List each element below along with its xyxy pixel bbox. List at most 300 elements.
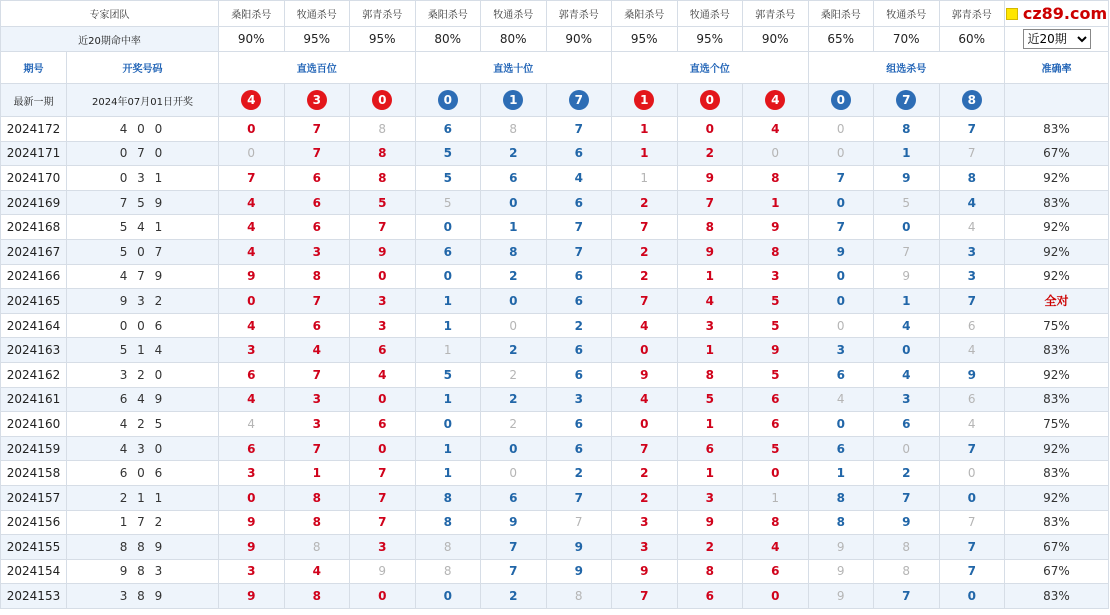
- kill-number-cell: 0: [612, 338, 678, 363]
- kill-number-cell: 0: [874, 215, 940, 240]
- hit-rate: 70%: [874, 27, 940, 52]
- kill-number-cell: 8: [743, 239, 809, 264]
- kill-number-cell: 6: [939, 313, 1005, 338]
- kill-number-cell: 3: [677, 313, 743, 338]
- kill-number-cell: 7: [284, 141, 350, 166]
- kill-number-cell: 3: [939, 264, 1005, 289]
- kill-number-cell: 0: [481, 190, 547, 215]
- kill-number-cell: 9: [743, 338, 809, 363]
- accuracy-cell: 92%: [1005, 166, 1109, 191]
- kill-number-cell: 9: [874, 166, 940, 191]
- kill-number-cell: 3: [612, 535, 678, 560]
- expert-name: 牧通杀号: [677, 1, 743, 27]
- kill-number-cell: 8: [874, 559, 940, 584]
- kill-number-cell: 6: [284, 166, 350, 191]
- kill-number-cell: 9: [546, 559, 612, 584]
- kill-number-cell: 8: [350, 117, 416, 142]
- kill-number-cell: 8: [350, 141, 416, 166]
- latest-ball: 8: [962, 90, 982, 110]
- kill-number-cell: 8: [415, 559, 481, 584]
- period-cell: 2024158: [1, 461, 67, 486]
- kill-number-cell: 7: [612, 289, 678, 314]
- kill-number-cell: 7: [546, 485, 612, 510]
- draw-number-cell: 6 0 6: [67, 461, 219, 486]
- kill-number-cell: 9: [743, 215, 809, 240]
- kill-number-cell: 6: [350, 338, 416, 363]
- accuracy-cell: 75%: [1005, 412, 1109, 437]
- kill-number-cell: 8: [415, 510, 481, 535]
- kill-number-cell: 8: [874, 535, 940, 560]
- hit-rate: 95%: [284, 27, 350, 52]
- kill-number-cell: 6: [808, 436, 874, 461]
- kill-number-cell: 9: [350, 239, 416, 264]
- kill-number-cell: 7: [874, 584, 940, 609]
- kill-number-cell: 3: [743, 264, 809, 289]
- kill-number-cell: 3: [939, 239, 1005, 264]
- kill-number-cell: 3: [284, 387, 350, 412]
- kill-number-cell: 0: [808, 313, 874, 338]
- kill-number-cell: 7: [284, 117, 350, 142]
- kill-number-cell: 6: [546, 289, 612, 314]
- kill-number-cell: 6: [743, 559, 809, 584]
- kill-number-cell: 0: [350, 584, 416, 609]
- kill-number-cell: 0: [219, 289, 285, 314]
- kill-number-cell: 7: [219, 166, 285, 191]
- expert-name: 牧通杀号: [481, 1, 547, 27]
- kill-number-cell: 9: [612, 559, 678, 584]
- kill-number-cell: 6: [546, 141, 612, 166]
- hit-rate: 90%: [743, 27, 809, 52]
- kill-number-cell: 8: [874, 117, 940, 142]
- kill-number-cell: 1: [415, 436, 481, 461]
- kill-number-cell: 2: [481, 141, 547, 166]
- kill-number-cell: 6: [808, 362, 874, 387]
- kill-number-cell: 7: [546, 510, 612, 535]
- kill-number-cell: 8: [743, 510, 809, 535]
- kill-number-cell: 7: [481, 535, 547, 560]
- kill-number-cell: 9: [546, 535, 612, 560]
- kill-number-cell: 2: [481, 412, 547, 437]
- latest-ball-cell: [415, 84, 481, 117]
- kill-number-cell: 0: [219, 117, 285, 142]
- kill-number-cell: 6: [219, 362, 285, 387]
- table-row: [1, 412, 1109, 437]
- latest-ball-cell: [219, 84, 285, 117]
- hit-rate: 60%: [939, 27, 1005, 52]
- expert-name: 桑阳杀号: [612, 1, 678, 27]
- kill-number-cell: 4: [219, 387, 285, 412]
- expert-name: 郭青杀号: [939, 1, 1005, 27]
- kill-number-cell: 9: [939, 362, 1005, 387]
- table-row: [1, 584, 1109, 609]
- kill-number-cell: 9: [677, 510, 743, 535]
- draw-number-cell: 9 3 2: [67, 289, 219, 314]
- kill-number-cell: 1: [481, 215, 547, 240]
- kill-number-cell: 7: [612, 584, 678, 609]
- kill-number-cell: 6: [284, 215, 350, 240]
- kill-number-cell: 1: [612, 117, 678, 142]
- kill-number-cell: 7: [350, 510, 416, 535]
- kill-number-cell: 8: [808, 510, 874, 535]
- kill-number-cell: 4: [219, 239, 285, 264]
- kill-number-cell: 6: [350, 412, 416, 437]
- expert-name: 牧通杀号: [284, 1, 350, 27]
- draw-number-cell: 9 8 3: [67, 559, 219, 584]
- table-row: [1, 141, 1109, 166]
- latest-draw-label: 2024年07月01日开奖: [67, 84, 219, 117]
- kill-number-cell: 0: [415, 584, 481, 609]
- draw-number-cell: 5 4 1: [67, 215, 219, 240]
- draw-number-cell: 4 0 0: [67, 117, 219, 142]
- kill-number-cell: 9: [350, 559, 416, 584]
- kill-number-cell: 4: [939, 215, 1005, 240]
- kill-number-cell: 8: [677, 215, 743, 240]
- kill-number-cell: 8: [415, 485, 481, 510]
- accuracy-cell: 83%: [1005, 584, 1109, 609]
- kill-number-cell: 0: [874, 338, 940, 363]
- kill-number-cell: 0: [481, 461, 547, 486]
- hit-rate-row: [1, 27, 1109, 52]
- kill-number-cell: 4: [939, 190, 1005, 215]
- period-cell: 2024172: [1, 117, 67, 142]
- kill-number-cell: 9: [612, 362, 678, 387]
- kill-number-cell: 1: [415, 387, 481, 412]
- kill-number-cell: 1: [612, 141, 678, 166]
- draw-number-header: 开奖号码: [67, 52, 219, 84]
- kill-number-cell: 6: [874, 412, 940, 437]
- accuracy-cell: 83%: [1005, 117, 1109, 142]
- group-header-hundreds: 直选百位: [219, 52, 416, 84]
- kill-number-cell: 2: [677, 141, 743, 166]
- kill-number-cell: 6: [415, 239, 481, 264]
- period-cell: 2024156: [1, 510, 67, 535]
- accuracy-cell: 67%: [1005, 141, 1109, 166]
- kill-number-cell: 4: [219, 190, 285, 215]
- kill-number-cell: 2: [612, 239, 678, 264]
- kill-number-cell: 8: [939, 166, 1005, 191]
- accuracy-cell: 83%: [1005, 387, 1109, 412]
- accuracy-cell: 全对: [1005, 289, 1109, 314]
- table-row: [1, 239, 1109, 264]
- latest-ball-cell: [546, 84, 612, 117]
- latest-ball: 7: [896, 90, 916, 110]
- kill-number-cell: 0: [808, 264, 874, 289]
- kill-number-cell: 5: [874, 190, 940, 215]
- kill-number-cell: 4: [612, 313, 678, 338]
- kill-number-cell: 4: [743, 117, 809, 142]
- latest-ball: 0: [700, 90, 720, 110]
- hit-rate: 95%: [612, 27, 678, 52]
- kill-number-cell: 6: [546, 362, 612, 387]
- kill-number-cell: 7: [546, 239, 612, 264]
- kill-number-cell: 0: [219, 485, 285, 510]
- kill-number-cell: 1: [677, 264, 743, 289]
- draw-number-cell: 0 7 0: [67, 141, 219, 166]
- kill-number-cell: 9: [219, 535, 285, 560]
- table-row: [1, 338, 1109, 363]
- kill-number-cell: 4: [219, 412, 285, 437]
- kill-number-cell: 7: [481, 559, 547, 584]
- kill-number-cell: 1: [743, 485, 809, 510]
- accuracy-cell: 75%: [1005, 313, 1109, 338]
- kill-number-cell: 4: [874, 313, 940, 338]
- period-cell: 2024171: [1, 141, 67, 166]
- kill-number-cell: 6: [743, 387, 809, 412]
- draw-number-cell: 6 4 9: [67, 387, 219, 412]
- kill-number-cell: 7: [808, 166, 874, 191]
- kill-number-cell: 7: [350, 215, 416, 240]
- kill-number-cell: 5: [350, 190, 416, 215]
- kill-number-cell: 9: [808, 584, 874, 609]
- table-row: [1, 559, 1109, 584]
- latest-ball: 0: [372, 90, 392, 110]
- kill-number-cell: 5: [743, 436, 809, 461]
- kill-number-cell: 9: [219, 510, 285, 535]
- kill-number-cell: 3: [677, 485, 743, 510]
- draw-number-cell: 2 1 1: [67, 485, 219, 510]
- kill-number-cell: 0: [808, 289, 874, 314]
- latest-ball: 7: [569, 90, 589, 110]
- latest-ball: 1: [634, 90, 654, 110]
- draw-number-cell: 0 3 1: [67, 166, 219, 191]
- kill-number-cell: 8: [350, 166, 416, 191]
- kill-number-cell: 3: [874, 387, 940, 412]
- kill-number-cell: 6: [939, 387, 1005, 412]
- kill-number-cell: 7: [612, 215, 678, 240]
- kill-number-cell: 4: [350, 362, 416, 387]
- expert-name: 牧通杀号: [874, 1, 940, 27]
- kill-number-cell: 0: [219, 141, 285, 166]
- kill-number-cell: 7: [612, 436, 678, 461]
- period-cell: 2024169: [1, 190, 67, 215]
- kill-number-cell: 3: [350, 289, 416, 314]
- kill-number-cell: 4: [612, 387, 678, 412]
- draw-number-cell: 5 0 7: [67, 239, 219, 264]
- kill-number-cell: 4: [874, 362, 940, 387]
- period-cell: 2024162: [1, 362, 67, 387]
- latest-label: 最新一期: [1, 84, 67, 117]
- accuracy-header: 准确率: [1005, 52, 1109, 84]
- kill-number-cell: 8: [481, 117, 547, 142]
- kill-number-cell: 0: [939, 584, 1005, 609]
- kill-number-cell: 4: [939, 412, 1005, 437]
- accuracy-cell: 83%: [1005, 190, 1109, 215]
- kill-number-cell: 9: [481, 510, 547, 535]
- logo-square-icon: [1006, 8, 1018, 20]
- hit-rate: 65%: [808, 27, 874, 52]
- kill-number-cell: 6: [546, 338, 612, 363]
- hit-rate-label: 近20期命中率: [1, 27, 219, 52]
- hit-rate: 95%: [677, 27, 743, 52]
- kill-number-cell: 2: [546, 461, 612, 486]
- kill-number-cell: 7: [284, 362, 350, 387]
- period-cell: 2024161: [1, 387, 67, 412]
- kill-number-cell: 4: [284, 559, 350, 584]
- draw-number-cell: 0 0 6: [67, 313, 219, 338]
- site-logo[interactable]: [1006, 4, 1107, 23]
- kill-number-cell: 1: [677, 412, 743, 437]
- kill-number-cell: 7: [546, 215, 612, 240]
- kill-number-cell: 1: [415, 289, 481, 314]
- kill-number-cell: 1: [874, 289, 940, 314]
- latest-ball-cell: [939, 84, 1005, 117]
- latest-ball-cell: [612, 84, 678, 117]
- kill-number-cell: 6: [284, 190, 350, 215]
- kill-number-cell: 4: [219, 313, 285, 338]
- kill-number-cell: 2: [481, 264, 547, 289]
- kill-number-cell: 6: [546, 264, 612, 289]
- hit-rate: 90%: [219, 27, 285, 52]
- kill-number-cell: 2: [612, 190, 678, 215]
- kill-number-cell: 0: [481, 313, 547, 338]
- draw-number-cell: 3 8 9: [67, 584, 219, 609]
- kill-number-cell: 8: [284, 510, 350, 535]
- table-row: [1, 166, 1109, 191]
- kill-number-cell: 6: [284, 313, 350, 338]
- kill-number-cell: 7: [874, 485, 940, 510]
- kill-number-cell: 7: [284, 436, 350, 461]
- kill-number-cell: 7: [350, 485, 416, 510]
- kill-number-cell: 3: [808, 338, 874, 363]
- kill-number-cell: 6: [677, 436, 743, 461]
- latest-ball: 4: [765, 90, 785, 110]
- kill-number-cell: 3: [284, 412, 350, 437]
- kill-number-cell: 3: [546, 387, 612, 412]
- latest-ball: 4: [241, 90, 261, 110]
- kill-number-cell: 7: [546, 117, 612, 142]
- column-header-row: [1, 52, 1109, 84]
- table-row: [1, 461, 1109, 486]
- kill-number-cell: 8: [677, 559, 743, 584]
- logo-cell[interactable]: [1005, 1, 1109, 27]
- draw-number-cell: 4 7 9: [67, 264, 219, 289]
- kill-number-cell: 9: [219, 264, 285, 289]
- kill-number-cell: 3: [219, 338, 285, 363]
- kill-number-cell: 4: [219, 215, 285, 240]
- kill-number-cell: 1: [808, 461, 874, 486]
- kill-number-cell: 6: [481, 166, 547, 191]
- kill-number-cell: 9: [808, 239, 874, 264]
- period-select[interactable]: [1023, 29, 1091, 49]
- kill-number-cell: 0: [808, 141, 874, 166]
- period-cell: 2024164: [1, 313, 67, 338]
- accuracy-cell: 92%: [1005, 215, 1109, 240]
- latest-ball-cell: [481, 84, 547, 117]
- kill-number-cell: 0: [874, 436, 940, 461]
- accuracy-cell: 67%: [1005, 535, 1109, 560]
- latest-ball-cell: [743, 84, 809, 117]
- kill-number-cell: 1: [677, 338, 743, 363]
- hit-rate: 80%: [481, 27, 547, 52]
- kill-number-cell: 0: [743, 584, 809, 609]
- kill-number-cell: 8: [284, 535, 350, 560]
- kill-number-cell: 7: [808, 215, 874, 240]
- kill-number-cell: 2: [546, 313, 612, 338]
- kill-number-cell: 6: [743, 412, 809, 437]
- kill-number-cell: 8: [284, 584, 350, 609]
- kill-number-cell: 0: [808, 412, 874, 437]
- kill-number-cell: 8: [284, 485, 350, 510]
- accuracy-cell: 83%: [1005, 510, 1109, 535]
- kill-number-cell: 7: [677, 190, 743, 215]
- kill-number-cell: 8: [415, 535, 481, 560]
- period-select-cell: [1005, 27, 1109, 52]
- draw-number-cell: 4 3 0: [67, 436, 219, 461]
- kill-number-cell: 3: [350, 313, 416, 338]
- latest-ball-cell: [350, 84, 416, 117]
- hit-rate: 95%: [350, 27, 416, 52]
- kill-number-cell: 5: [743, 289, 809, 314]
- table-row: [1, 313, 1109, 338]
- kill-number-cell: 2: [481, 362, 547, 387]
- kill-number-cell: 3: [350, 535, 416, 560]
- kill-number-cell: 5: [415, 362, 481, 387]
- expert-name: 桑阳杀号: [415, 1, 481, 27]
- kill-number-cell: 2: [677, 535, 743, 560]
- kill-number-cell: 0: [350, 387, 416, 412]
- kill-number-cell: 3: [612, 510, 678, 535]
- kill-number-cell: 1: [743, 190, 809, 215]
- kill-number-cell: 0: [808, 117, 874, 142]
- kill-number-cell: 7: [939, 117, 1005, 142]
- kill-number-cell: 5: [743, 362, 809, 387]
- kill-number-cell: 1: [284, 461, 350, 486]
- kill-number-cell: 4: [808, 387, 874, 412]
- expert-name: 桑阳杀号: [219, 1, 285, 27]
- kill-number-cell: 9: [808, 559, 874, 584]
- logo-text: cz89.com: [1022, 4, 1108, 23]
- kill-number-cell: 4: [546, 166, 612, 191]
- kill-number-cell: 7: [939, 535, 1005, 560]
- kill-number-cell: 2: [612, 264, 678, 289]
- kill-number-cell: 9: [677, 239, 743, 264]
- expert-header-row: [1, 1, 1109, 27]
- kill-number-cell: 6: [546, 412, 612, 437]
- kill-number-cell: 7: [939, 510, 1005, 535]
- kill-number-cell: 0: [743, 141, 809, 166]
- kill-number-cell: 0: [808, 190, 874, 215]
- kill-number-cell: 2: [481, 584, 547, 609]
- period-cell: 2024160: [1, 412, 67, 437]
- kill-number-cell: 9: [219, 584, 285, 609]
- kill-number-cell: 9: [677, 166, 743, 191]
- kill-number-cell: 0: [415, 264, 481, 289]
- kill-number-cell: 0: [612, 412, 678, 437]
- kill-number-cell: 7: [939, 436, 1005, 461]
- accuracy-cell: 92%: [1005, 264, 1109, 289]
- expert-name: 桑阳杀号: [808, 1, 874, 27]
- accuracy-cell: 67%: [1005, 559, 1109, 584]
- period-cell: 2024155: [1, 535, 67, 560]
- kill-number-cell: 5: [677, 387, 743, 412]
- kill-number-cell: 1: [415, 338, 481, 363]
- kill-number-cell: 9: [874, 510, 940, 535]
- table-row: [1, 485, 1109, 510]
- table-row: [1, 215, 1109, 240]
- table-row: [1, 535, 1109, 560]
- kill-number-cell: 7: [350, 461, 416, 486]
- period-cell: 2024166: [1, 264, 67, 289]
- table-row: [1, 387, 1109, 412]
- kill-number-cell: 7: [939, 559, 1005, 584]
- team-label: 专家团队: [1, 1, 219, 27]
- kill-number-cell: 0: [350, 264, 416, 289]
- table-row: [1, 362, 1109, 387]
- table-row: [1, 190, 1109, 215]
- kill-number-cell: 4: [743, 535, 809, 560]
- kill-number-cell: 0: [350, 436, 416, 461]
- accuracy-cell: 92%: [1005, 485, 1109, 510]
